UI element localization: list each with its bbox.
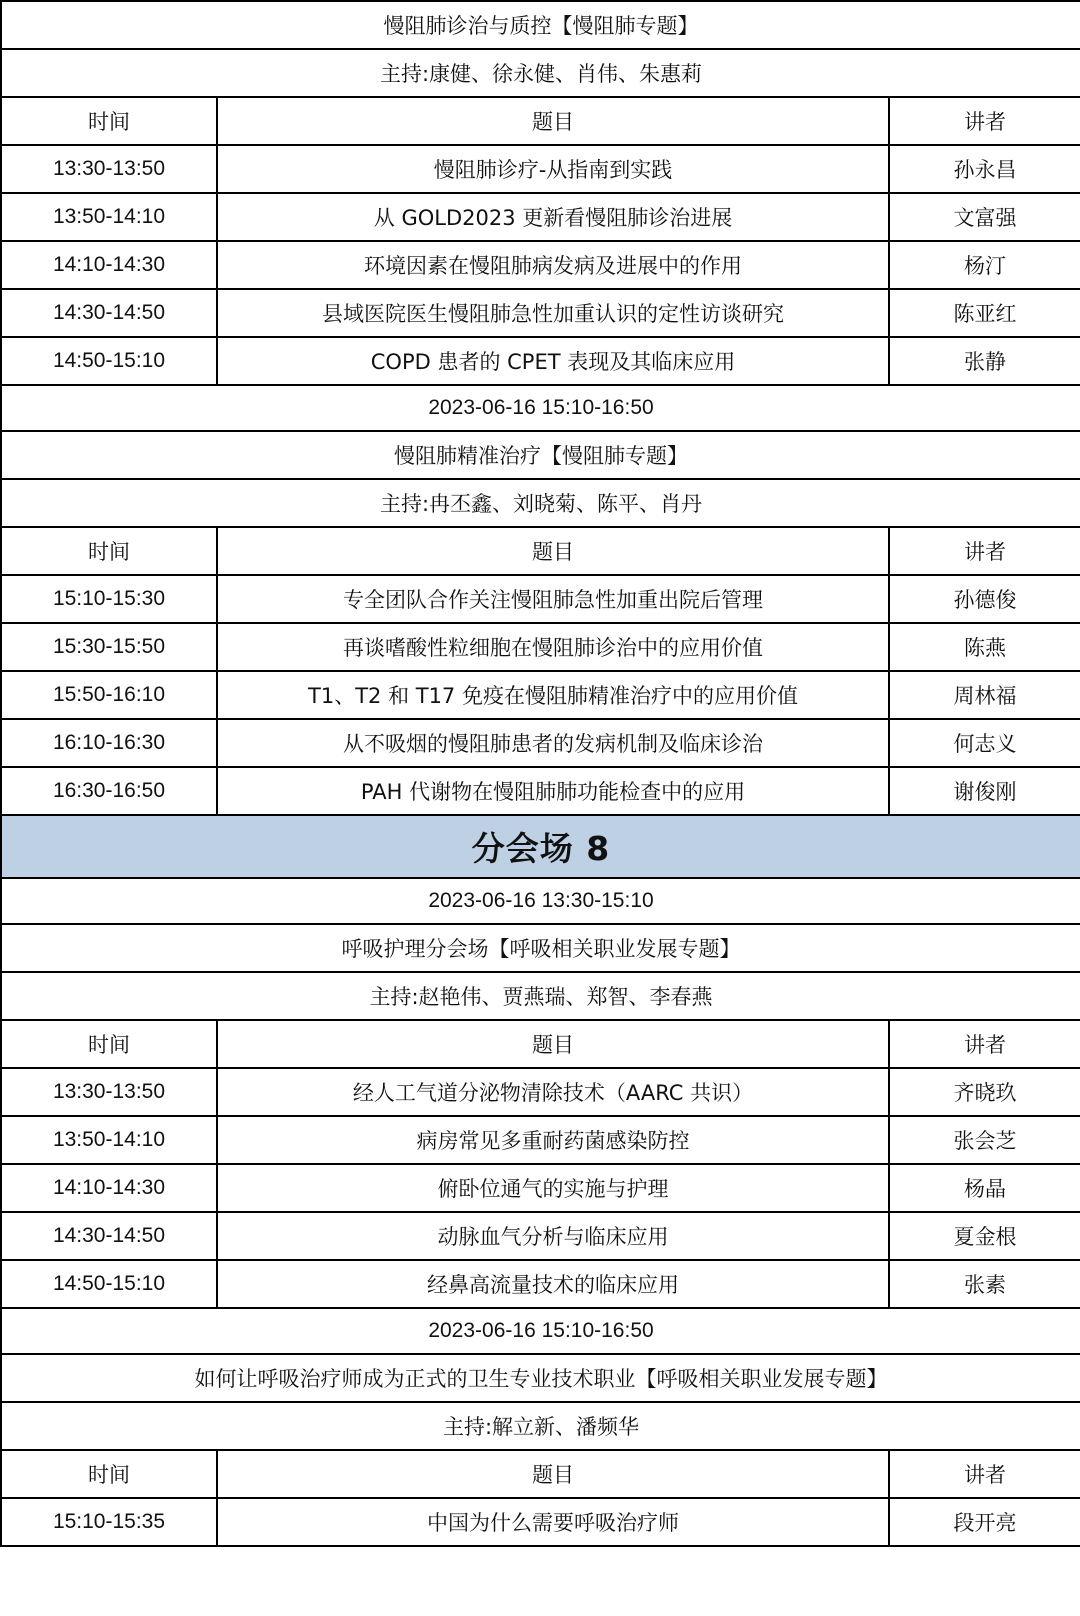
table-row bbox=[1, 575, 1080, 623]
table-header-row bbox=[1, 527, 1080, 575]
row-speaker: 齐晓玖 bbox=[889, 1068, 1080, 1116]
row-time: 15:30-15:50 bbox=[1, 623, 217, 671]
row-speaker: 文富强 bbox=[889, 193, 1080, 241]
session-title-row bbox=[1, 1354, 1080, 1402]
row-topic: 环境因素在慢阻肺病发病及进展中的作用 bbox=[217, 241, 889, 289]
session-title: 如何让呼吸治疗师成为正式的卫生专业技术职业【呼吸相关职业发展专题】 bbox=[1, 1354, 1080, 1402]
table-row bbox=[1, 1498, 1080, 1546]
row-speaker: 张静 bbox=[889, 337, 1080, 385]
row-speaker: 张会芝 bbox=[889, 1116, 1080, 1164]
row-topic: 经鼻高流量技术的临床应用 bbox=[217, 1260, 889, 1308]
row-speaker: 杨晶 bbox=[889, 1164, 1080, 1212]
row-time: 14:50-15:10 bbox=[1, 337, 217, 385]
row-time: 14:30-14:50 bbox=[1, 289, 217, 337]
row-speaker: 周林福 bbox=[889, 671, 1080, 719]
session-hosts-row bbox=[1, 1402, 1080, 1450]
header-topic: 题目 bbox=[217, 1450, 889, 1498]
header-time: 时间 bbox=[1, 97, 217, 145]
session-datetime: 2023-06-16 15:10-16:50 bbox=[1, 1308, 1080, 1354]
row-topic: 经人工气道分泌物清除技术（AARC 共识） bbox=[217, 1068, 889, 1116]
session-title: 慢阻肺精准治疗【慢阻肺专题】 bbox=[1, 431, 1080, 479]
session-datetime-row bbox=[1, 1308, 1080, 1354]
row-time: 13:30-13:50 bbox=[1, 145, 217, 193]
session-hosts: 主持:赵艳伟、贾燕瑞、郑智、李春燕 bbox=[1, 972, 1080, 1020]
header-speaker: 讲者 bbox=[889, 1020, 1080, 1068]
row-speaker: 孙永昌 bbox=[889, 145, 1080, 193]
table-row bbox=[1, 1164, 1080, 1212]
row-time: 14:10-14:30 bbox=[1, 1164, 217, 1212]
table-row bbox=[1, 1260, 1080, 1308]
header-topic: 题目 bbox=[217, 97, 889, 145]
row-time: 15:10-15:30 bbox=[1, 575, 217, 623]
session-title: 慢阻肺诊治与质控【慢阻肺专题】 bbox=[1, 1, 1080, 49]
session-hosts-row bbox=[1, 972, 1080, 1020]
row-topic: 慢阻肺诊疗-从指南到实践 bbox=[217, 145, 889, 193]
row-topic: 俯卧位通气的实施与护理 bbox=[217, 1164, 889, 1212]
session-hosts: 主持:解立新、潘频华 bbox=[1, 1402, 1080, 1450]
row-topic: 再谈嗜酸性粒细胞在慢阻肺诊治中的应用价值 bbox=[217, 623, 889, 671]
row-time: 16:10-16:30 bbox=[1, 719, 217, 767]
row-speaker: 张素 bbox=[889, 1260, 1080, 1308]
row-topic: 动脉血气分析与临床应用 bbox=[217, 1212, 889, 1260]
row-topic: 从 GOLD2023 更新看慢阻肺诊治进展 bbox=[217, 193, 889, 241]
row-speaker: 谢俊刚 bbox=[889, 767, 1080, 815]
row-topic: 中国为什么需要呼吸治疗师 bbox=[217, 1498, 889, 1546]
table-row bbox=[1, 289, 1080, 337]
header-speaker: 讲者 bbox=[889, 527, 1080, 575]
header-time: 时间 bbox=[1, 527, 217, 575]
session-title-row bbox=[1, 924, 1080, 972]
row-speaker: 陈燕 bbox=[889, 623, 1080, 671]
table-row bbox=[1, 241, 1080, 289]
row-topic: 县域医院医生慢阻肺急性加重认识的定性访谈研究 bbox=[217, 289, 889, 337]
row-speaker: 孙德俊 bbox=[889, 575, 1080, 623]
session-hosts-row bbox=[1, 479, 1080, 527]
table-row bbox=[1, 145, 1080, 193]
table-row bbox=[1, 623, 1080, 671]
session-datetime-row bbox=[1, 878, 1080, 924]
session-hosts-row bbox=[1, 49, 1080, 97]
row-speaker: 杨汀 bbox=[889, 241, 1080, 289]
session-title: 呼吸护理分会场【呼吸相关职业发展专题】 bbox=[1, 924, 1080, 972]
session-title-row bbox=[1, 1, 1080, 49]
row-time: 14:30-14:50 bbox=[1, 1212, 217, 1260]
session-title-row bbox=[1, 431, 1080, 479]
row-time: 13:50-14:10 bbox=[1, 193, 217, 241]
row-time: 14:10-14:30 bbox=[1, 241, 217, 289]
venue-header-row bbox=[1, 815, 1080, 878]
row-time: 16:30-16:50 bbox=[1, 767, 217, 815]
session-datetime-row bbox=[1, 385, 1080, 431]
session-datetime: 2023-06-16 15:10-16:50 bbox=[1, 385, 1080, 431]
row-time: 14:50-15:10 bbox=[1, 1260, 217, 1308]
row-time: 13:50-14:10 bbox=[1, 1116, 217, 1164]
session-hosts: 主持:冉丕鑫、刘晓菊、陈平、肖丹 bbox=[1, 479, 1080, 527]
header-topic: 题目 bbox=[217, 1020, 889, 1068]
session-hosts: 主持:康健、徐永健、肖伟、朱惠莉 bbox=[1, 49, 1080, 97]
row-topic: PAH 代谢物在慢阻肺肺功能检查中的应用 bbox=[217, 767, 889, 815]
row-speaker: 何志义 bbox=[889, 719, 1080, 767]
table-row bbox=[1, 337, 1080, 385]
table-row bbox=[1, 1212, 1080, 1260]
row-topic: 从不吸烟的慢阻肺患者的发病机制及临床诊治 bbox=[217, 719, 889, 767]
table-row bbox=[1, 1116, 1080, 1164]
table-row bbox=[1, 1068, 1080, 1116]
row-topic: COPD 患者的 CPET 表现及其临床应用 bbox=[217, 337, 889, 385]
row-topic: T1、T2 和 T17 免疫在慢阻肺精准治疗中的应用价值 bbox=[217, 671, 889, 719]
row-topic: 专全团队合作关注慢阻肺急性加重出院后管理 bbox=[217, 575, 889, 623]
table-row bbox=[1, 671, 1080, 719]
row-topic: 病房常见多重耐药菌感染防控 bbox=[217, 1116, 889, 1164]
header-speaker: 讲者 bbox=[889, 97, 1080, 145]
row-speaker: 夏金根 bbox=[889, 1212, 1080, 1260]
table-row bbox=[1, 767, 1080, 815]
header-time: 时间 bbox=[1, 1450, 217, 1498]
row-speaker: 段开亮 bbox=[889, 1498, 1080, 1546]
header-time: 时间 bbox=[1, 1020, 217, 1068]
venue-title: 分会场 8 bbox=[1, 815, 1080, 878]
table-header-row bbox=[1, 1020, 1080, 1068]
header-speaker: 讲者 bbox=[889, 1450, 1080, 1498]
header-topic: 题目 bbox=[217, 527, 889, 575]
table-row bbox=[1, 193, 1080, 241]
row-time: 15:10-15:35 bbox=[1, 1498, 217, 1546]
table-row bbox=[1, 719, 1080, 767]
row-time: 15:50-16:10 bbox=[1, 671, 217, 719]
row-time: 13:30-13:50 bbox=[1, 1068, 217, 1116]
table-header-row bbox=[1, 1450, 1080, 1498]
row-speaker: 陈亚红 bbox=[889, 289, 1080, 337]
session-datetime: 2023-06-16 13:30-15:10 bbox=[1, 878, 1080, 924]
table-header-row bbox=[1, 97, 1080, 145]
